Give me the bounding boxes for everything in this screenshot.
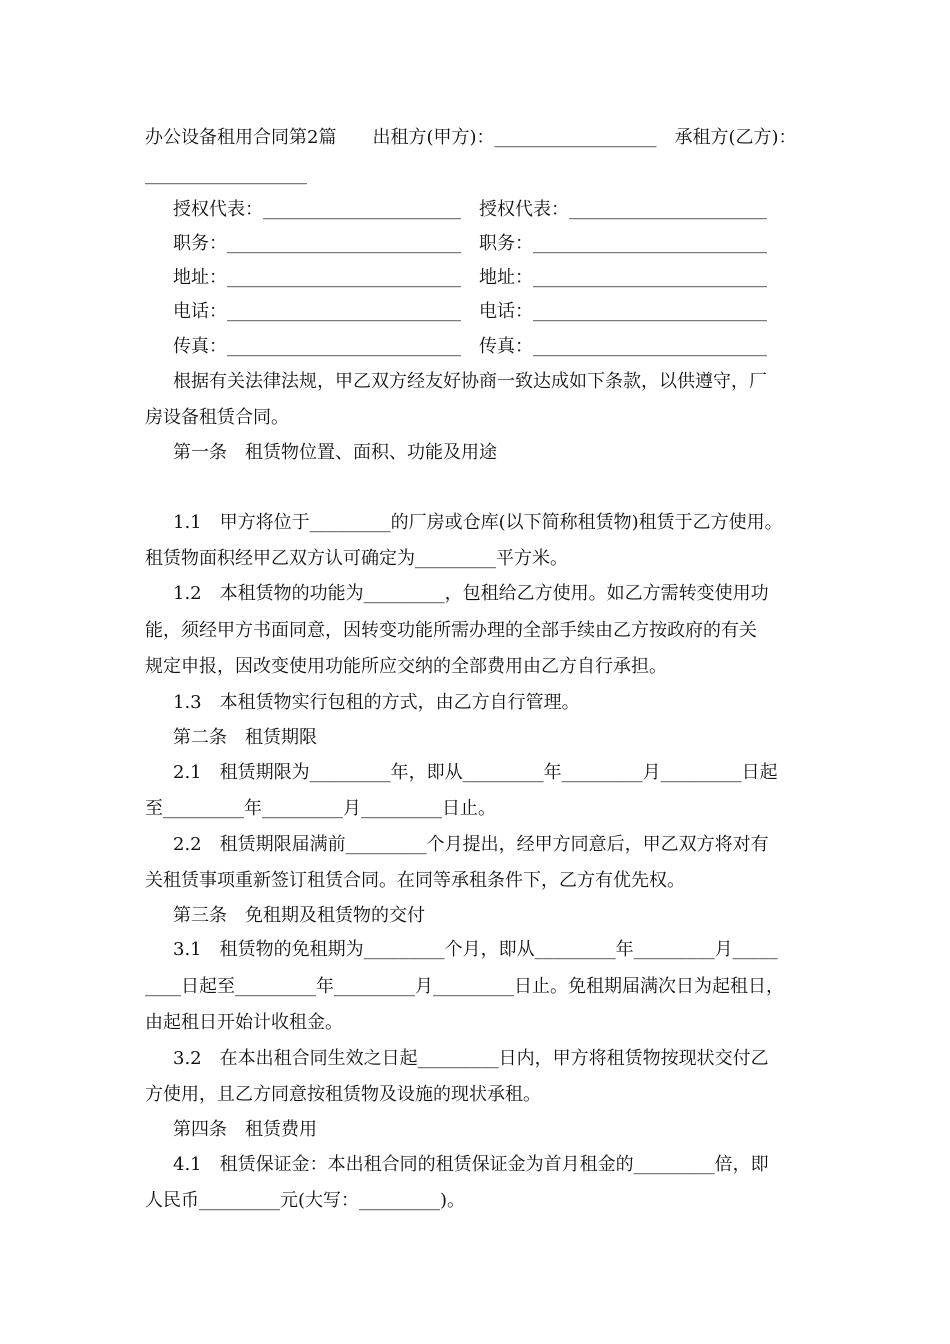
party-phone-line: 电话：__________________________ 电话：__________________________ [173, 301, 767, 322]
clause-line: 至_________年_________月_________日止。 [145, 798, 496, 819]
article-heading: 第二条 租赁期限 [173, 727, 317, 748]
clause-line: 租赁物面积经甲乙双方认可确定为_________平方米。 [145, 548, 568, 569]
party-address-line: 地址：__________________________ 地址：__________________________ [173, 267, 767, 288]
clause-line: 由起租日开始计收租金。 [145, 1012, 343, 1033]
party-fax-line: 传真：__________________________ 传真：__________________________ [173, 336, 767, 357]
clause-line: 规定申报，因改变使用功能所应交纳的全部费用由乙方自行承担。 [145, 656, 667, 677]
clause-line: 3.2 在本出租合同生效之日起_________日内，甲方将租赁物按现状交付乙 [173, 1048, 769, 1069]
clause-line: 2.1 租赁期限为_________年，即从_________年_________月_________日起 [173, 762, 778, 783]
document-title-line: 办公设备租用合同第2篇 出租方(甲方)：__________________ 承租方(乙方)： [145, 127, 797, 148]
party-representative-line: 授权代表：______________________ 授权代表：______________________ [173, 199, 767, 220]
clause-line: ____日起至_________年_________月_________日止。免租期届满次日为起租日， [145, 976, 784, 997]
clause-line: 3.1 租赁物的免租期为_________个月，即从_________年_________月_____ [173, 939, 778, 960]
clause-line: 1.3 本租赁物实行包租的方式，由乙方自行管理。 [173, 692, 580, 713]
clause-line: 能，须经甲方书面同意，因转变功能所需办理的全部手续由乙方按政府的有关 [145, 620, 757, 641]
party-title-line: 职务：__________________________ 职务：__________________________ [173, 233, 767, 254]
article-heading: 第三条 免租期及租赁物的交付 [173, 905, 425, 926]
clause-line: 2.2 租赁期限届满前_________个月提出，经甲方同意后，甲乙双方将对有 [173, 834, 769, 855]
clause-line: 1.1 甲方将位于_________的厂房或仓库(以下简称租赁物)租赁于乙方使用。 [173, 512, 783, 533]
article-heading: 第四条 租赁费用 [173, 1119, 317, 1140]
preamble-line: 房设备租赁合同。 [145, 407, 289, 428]
clause-line: 方使用，且乙方同意按租赁物及设施的现状承租。 [145, 1084, 541, 1105]
clause-line: 关租赁事项重新签订租赁合同。在同等承租条件下，乙方有优先权。 [145, 870, 685, 891]
article-heading: 第一条 租赁物位置、面积、功能及用途 [173, 442, 497, 463]
lessee-blank-line: __________________ [145, 164, 307, 185]
clause-line: 4.1 租赁保证金：本出租合同的租赁保证金为首月租金的_________倍，即 [173, 1154, 769, 1175]
preamble-line: 根据有关法律法规，甲乙双方经友好协商一致达成如下条款，以供遵守，厂 [173, 371, 767, 392]
clause-line: 人民币_________元(大写：_________)。 [145, 1190, 466, 1211]
clause-line: 1.2 本租赁物的功能为_________，包租给乙方使用。如乙方需转变使用功 [173, 583, 769, 604]
